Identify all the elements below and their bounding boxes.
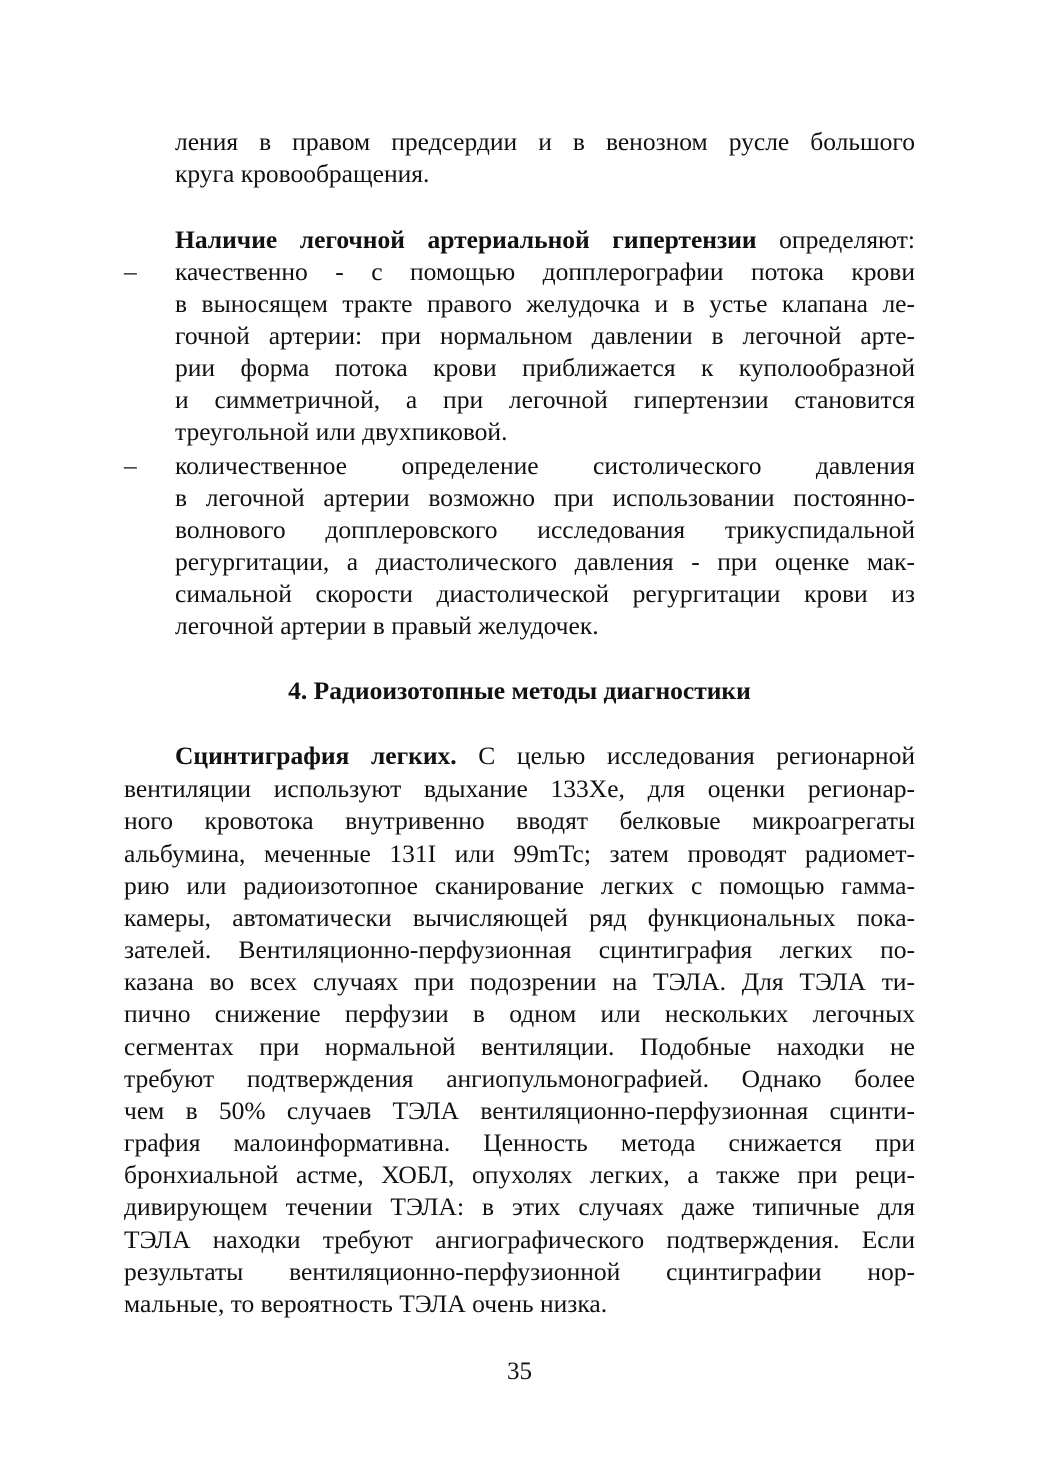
text-line: казана во всех случаях при подозрении на ТЭЛА. Для ТЭЛА ти- [124,967,915,996]
text-line: камеры, автоматически вычисляющей ряд функциональных пока- [124,903,915,932]
text-line: рию или радиоизотопное сканирование легких с помощью гамма- [124,871,915,900]
bold-term: Наличие легочной артериальной гипертензии [175,225,757,254]
list-item-line: в выносящем тракте правого желудочка и в устье клапана ле- [175,289,915,318]
text-line: ТЭЛА находки требуют ангиографического подтверждения. Если [124,1225,915,1254]
list-item-line: количественное определение систолического давления [175,451,915,480]
page-number: 35 [507,1358,532,1385]
text-line: круга кровообращения. [175,159,430,188]
list-item-line: в легочной артерии возможно при использовании постоянно- [175,483,915,512]
lead-text: С целью исследования регионарной [456,741,915,770]
text-line: бронхиальной астме, ХОБЛ, опухолях легких, а также при реци- [124,1160,915,1189]
paragraph-lead-line [175,224,915,256]
list-item-line: гочной артерии: при нормальном давлении в легочной арте- [175,321,915,350]
text-line: требуют подтверждения ангиопульмонографией. Однако более [124,1064,915,1093]
text-line: ного кровотока внутривенно вводят белковые микроагрегаты [124,806,915,835]
list-item-line: качественно - с помощью допплерографии потока крови [175,257,915,286]
text-line: мальные, то вероятность ТЭЛА очень низка. [124,1289,608,1318]
text-line: альбумина, меченные 131I или 99mTc; затем проводят радиомет- [124,839,915,868]
list-bullet: – [124,451,137,480]
lead-text: определяют: [756,225,915,254]
text-line: зателей. Вентиляционно-перфузионная сцинтиграфия легких по- [124,935,915,964]
text-line: результаты вентиляционно-перфузионной сцинтиграфии нор- [124,1257,915,1286]
list-item-line: регургитации, а диастолического давления - при оценке мак- [175,547,915,576]
text-line: чем в 50% случаев ТЭЛА вентиляционно-перфузионная сцинти- [124,1096,915,1125]
bold-term: Сцинтиграфия легких. [175,741,457,770]
list-bullet: – [124,257,137,286]
list-item-line: волнового допплеровского исследования трикуспидальной [175,515,915,544]
list-item-line: треугольной или двухпиковой. [175,417,508,446]
text-line: вентиляции используют вдыхание 133Xe, для оценки регионар- [124,774,915,803]
list-item-line: и симметричной, а при легочной гипертензии становится [175,385,915,414]
list-item-line: симальной скорости диастолической регургитации крови из [175,579,915,608]
text-line: графия малоинформативна. Ценность метода снижается при [124,1128,915,1157]
list-item-line: легочной артерии в правый желудочек. [175,611,599,640]
list-item-line: рии форма потока крови приближается к куполообразной [175,353,915,382]
text-line: ления в правом предсердии и в венозном русле большого [175,127,915,156]
text-line: дивирующем течении ТЭЛА: в этих случаях даже типичные для [124,1192,915,1221]
paragraph-lead-line [175,740,915,772]
text-line: пично снижение перфузии в одном или нескольких легочных [124,999,915,1028]
text-line: сегментах при нормальной вентиляции. Подобные находки не [124,1032,915,1061]
section-heading: 4. Радиоизотопные методы диагностики [288,676,751,705]
